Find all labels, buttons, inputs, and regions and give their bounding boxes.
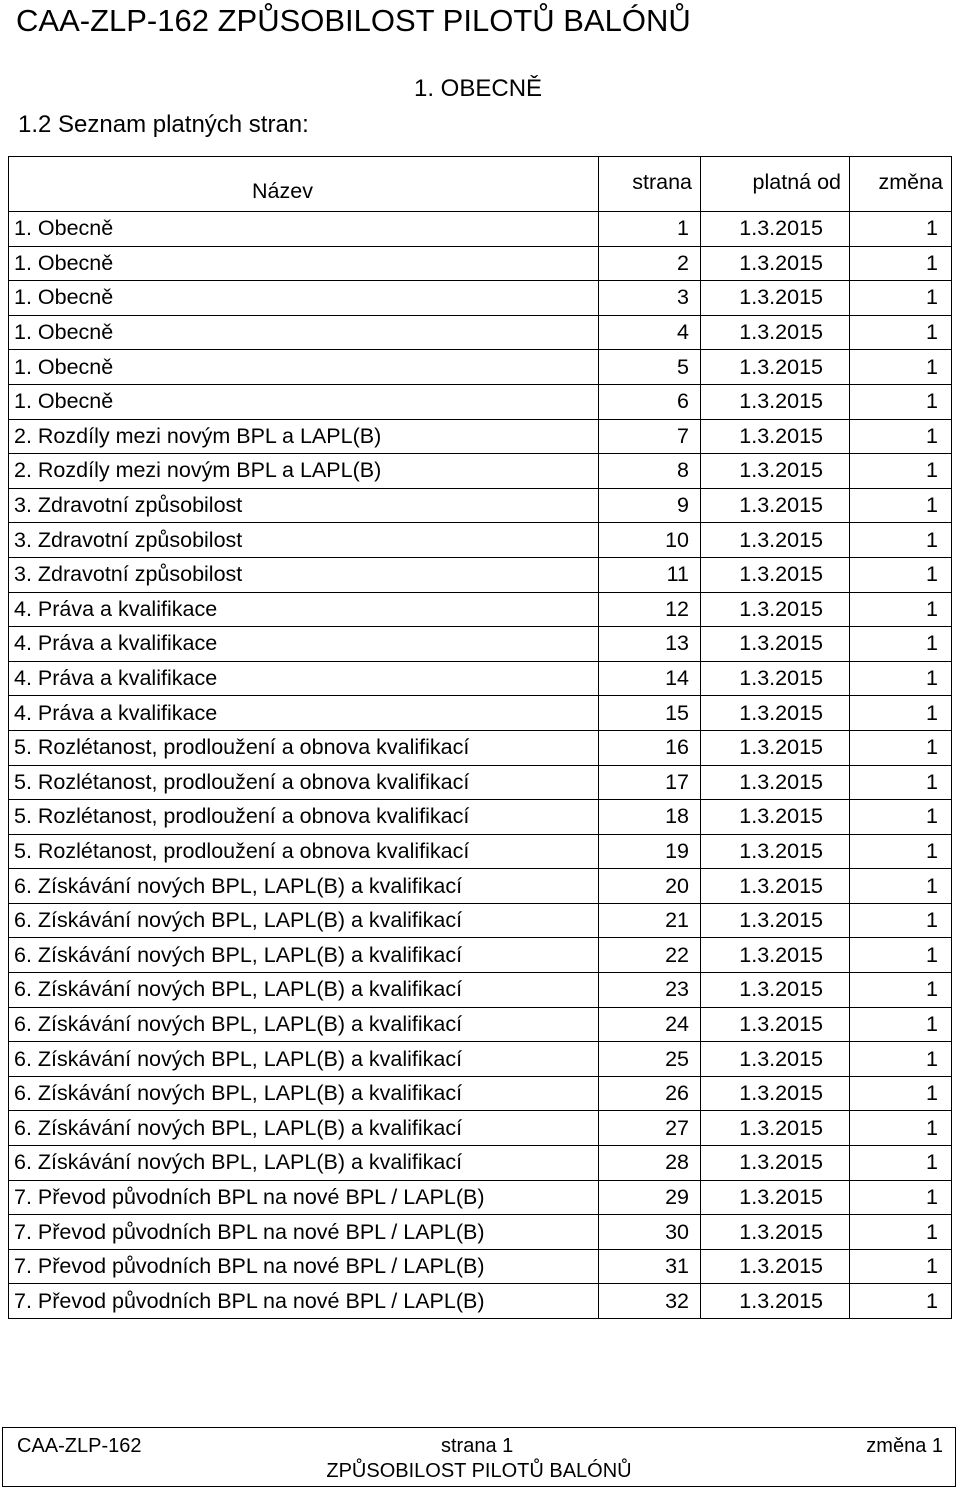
cell-name: 6. Získávání nových BPL, LAPL(B) a kvalifikací (9, 1076, 599, 1111)
cell-name: 6. Získávání nových BPL, LAPL(B) a kvalifikací (9, 1007, 599, 1042)
cell-change: 1 (850, 212, 952, 247)
cell-name: 5. Rozlétanost, prodloužení a obnova kvalifikací (9, 800, 599, 835)
cell-change: 1 (850, 315, 952, 350)
table-row (9, 903, 952, 938)
valid-pages-table (8, 156, 952, 1319)
cell-name: 1. Obecně (9, 384, 599, 419)
cell-valid-from: 1.3.2015 (701, 384, 850, 419)
cell-valid-from: 1.3.2015 (701, 1146, 850, 1181)
cell-page: 7 (599, 419, 701, 454)
cell-valid-from: 1.3.2015 (701, 454, 850, 489)
cell-change: 1 (850, 384, 952, 419)
cell-valid-from: 1.3.2015 (701, 523, 850, 558)
cell-change: 1 (850, 696, 952, 731)
cell-valid-from: 1.3.2015 (701, 1042, 850, 1077)
cell-valid-from: 1.3.2015 (701, 800, 850, 835)
cell-name: 4. Práva a kvalifikace (9, 627, 599, 662)
cell-valid-from: 1.3.2015 (701, 730, 850, 765)
cell-change: 1 (850, 246, 952, 281)
cell-change: 1 (850, 1215, 952, 1250)
cell-valid-from: 1.3.2015 (701, 973, 850, 1008)
cell-name: 1. Obecně (9, 281, 599, 316)
cell-change: 1 (850, 834, 952, 869)
cell-name: 4. Práva a kvalifikace (9, 661, 599, 696)
cell-page: 11 (599, 557, 701, 592)
cell-change: 1 (850, 419, 952, 454)
cell-name: 1. Obecně (9, 246, 599, 281)
section-heading: 1.2 Seznam platných stran: (18, 111, 309, 138)
cell-change: 1 (850, 350, 952, 385)
cell-change: 1 (850, 281, 952, 316)
cell-change: 1 (850, 523, 952, 558)
cell-change: 1 (850, 903, 952, 938)
cell-page: 1 (599, 212, 701, 247)
table-row (9, 1180, 952, 1215)
table-row (9, 765, 952, 800)
cell-page: 14 (599, 661, 701, 696)
column-header-change: změna (850, 157, 952, 212)
table-row (9, 800, 952, 835)
table-header-row (9, 157, 952, 212)
cell-valid-from: 1.3.2015 (701, 315, 850, 350)
cell-valid-from: 1.3.2015 (701, 1215, 850, 1250)
table-row (9, 834, 952, 869)
cell-name: 3. Zdravotní způsobilost (9, 523, 599, 558)
cell-valid-from: 1.3.2015 (701, 627, 850, 662)
cell-valid-from: 1.3.2015 (701, 592, 850, 627)
cell-name: 6. Získávání nových BPL, LAPL(B) a kvalifikací (9, 938, 599, 973)
footer-title: ZPŮSOBILOST PILOTŮ BALÓNŮ (326, 1460, 632, 1482)
table-row (9, 350, 952, 385)
cell-change: 1 (850, 1180, 952, 1215)
cell-change: 1 (850, 1284, 952, 1319)
cell-page: 32 (599, 1284, 701, 1319)
cell-change: 1 (850, 661, 952, 696)
cell-change: 1 (850, 1249, 952, 1284)
cell-valid-from: 1.3.2015 (701, 246, 850, 281)
table-row (9, 281, 952, 316)
table-row (9, 212, 952, 247)
table-row (9, 592, 952, 627)
cell-name: 7. Převod původních BPL na nové BPL / LAPL(B) (9, 1249, 599, 1284)
cell-name: 7. Převod původních BPL na nové BPL / LAPL(B) (9, 1284, 599, 1319)
table-row (9, 1042, 952, 1077)
cell-page: 31 (599, 1249, 701, 1284)
cell-name: 2. Rozdíly mezi novým BPL a LAPL(B) (9, 419, 599, 454)
cell-page: 12 (599, 592, 701, 627)
cell-change: 1 (850, 800, 952, 835)
cell-page: 13 (599, 627, 701, 662)
column-header-valid-from: platná od (701, 157, 850, 212)
cell-valid-from: 1.3.2015 (701, 765, 850, 800)
cell-page: 21 (599, 903, 701, 938)
table-row (9, 246, 952, 281)
cell-page: 4 (599, 315, 701, 350)
cell-page: 26 (599, 1076, 701, 1111)
cell-change: 1 (850, 869, 952, 904)
table-row (9, 557, 952, 592)
cell-name: 1. Obecně (9, 350, 599, 385)
cell-valid-from: 1.3.2015 (701, 903, 850, 938)
cell-change: 1 (850, 488, 952, 523)
cell-change: 1 (850, 1007, 952, 1042)
table-row (9, 1215, 952, 1250)
table-row (9, 627, 952, 662)
cell-valid-from: 1.3.2015 (701, 1284, 850, 1319)
page-footer (2, 1427, 956, 1487)
cell-page: 23 (599, 973, 701, 1008)
cell-name: 6. Získávání nových BPL, LAPL(B) a kvalifikací (9, 1042, 599, 1077)
table-row (9, 661, 952, 696)
cell-name: 6. Získávání nových BPL, LAPL(B) a kvalifikací (9, 1146, 599, 1181)
table-row (9, 523, 952, 558)
cell-page: 27 (599, 1111, 701, 1146)
cell-page: 25 (599, 1042, 701, 1077)
cell-valid-from: 1.3.2015 (701, 696, 850, 731)
cell-valid-from: 1.3.2015 (701, 834, 850, 869)
cell-name: 2. Rozdíly mezi novým BPL a LAPL(B) (9, 454, 599, 489)
table-row (9, 696, 952, 731)
cell-change: 1 (850, 973, 952, 1008)
cell-page: 10 (599, 523, 701, 558)
cell-name: 3. Zdravotní způsobilost (9, 488, 599, 523)
cell-name: 1. Obecně (9, 315, 599, 350)
cell-name: 6. Získávání nových BPL, LAPL(B) a kvalifikací (9, 973, 599, 1008)
cell-name: 6. Získávání nových BPL, LAPL(B) a kvalifikací (9, 869, 599, 904)
column-header-page: strana (599, 157, 701, 212)
table-row (9, 384, 952, 419)
table-row (9, 1007, 952, 1042)
footer-page-number: strana 1 (441, 1435, 514, 1457)
cell-page: 28 (599, 1146, 701, 1181)
cell-name: 5. Rozlétanost, prodloužení a obnova kvalifikací (9, 730, 599, 765)
cell-page: 5 (599, 350, 701, 385)
cell-valid-from: 1.3.2015 (701, 1076, 850, 1111)
cell-page: 18 (599, 800, 701, 835)
cell-valid-from: 1.3.2015 (701, 350, 850, 385)
cell-name: 6. Získávání nových BPL, LAPL(B) a kvalifikací (9, 1111, 599, 1146)
cell-name: 6. Získávání nových BPL, LAPL(B) a kvalifikací (9, 903, 599, 938)
cell-page: 29 (599, 1180, 701, 1215)
cell-change: 1 (850, 1042, 952, 1077)
cell-valid-from: 1.3.2015 (701, 212, 850, 247)
cell-change: 1 (850, 592, 952, 627)
cell-valid-from: 1.3.2015 (701, 1180, 850, 1215)
cell-change: 1 (850, 765, 952, 800)
table-row (9, 730, 952, 765)
table-row (9, 315, 952, 350)
cell-valid-from: 1.3.2015 (701, 488, 850, 523)
cell-name: 1. Obecně (9, 212, 599, 247)
cell-name: 4. Práva a kvalifikace (9, 592, 599, 627)
cell-page: 15 (599, 696, 701, 731)
column-header-name: Název (9, 157, 599, 212)
chapter-heading: 1. OBECNĚ (414, 75, 543, 102)
cell-page: 3 (599, 281, 701, 316)
document-title: CAA-ZLP-162 ZPŮSOBILOST PILOTŮ BALÓNŮ (16, 3, 691, 38)
cell-page: 8 (599, 454, 701, 489)
cell-page: 20 (599, 869, 701, 904)
table-row (9, 1249, 952, 1284)
cell-change: 1 (850, 1146, 952, 1181)
table-row (9, 1111, 952, 1146)
cell-name: 5. Rozlétanost, prodloužení a obnova kvalifikací (9, 834, 599, 869)
footer-change: změna 1 (866, 1435, 943, 1457)
cell-page: 24 (599, 1007, 701, 1042)
cell-page: 17 (599, 765, 701, 800)
cell-page: 16 (599, 730, 701, 765)
cell-name: 4. Práva a kvalifikace (9, 696, 599, 731)
table-row (9, 419, 952, 454)
table-row (9, 1146, 952, 1181)
table-row (9, 869, 952, 904)
footer-doc-code: CAA-ZLP-162 (17, 1435, 142, 1457)
cell-valid-from: 1.3.2015 (701, 1249, 850, 1284)
table-row (9, 1076, 952, 1111)
table-body (9, 212, 952, 1319)
cell-valid-from: 1.3.2015 (701, 661, 850, 696)
cell-valid-from: 1.3.2015 (701, 281, 850, 316)
cell-valid-from: 1.3.2015 (701, 1007, 850, 1042)
cell-name: 5. Rozlétanost, prodloužení a obnova kvalifikací (9, 765, 599, 800)
table-row (9, 454, 952, 489)
cell-page: 19 (599, 834, 701, 869)
cell-change: 1 (850, 1076, 952, 1111)
cell-name: 7. Převod původních BPL na nové BPL / LAPL(B) (9, 1215, 599, 1250)
table-row (9, 488, 952, 523)
cell-change: 1 (850, 938, 952, 973)
cell-valid-from: 1.3.2015 (701, 557, 850, 592)
table-row (9, 1284, 952, 1319)
cell-valid-from: 1.3.2015 (701, 1111, 850, 1146)
cell-change: 1 (850, 557, 952, 592)
cell-change: 1 (850, 1111, 952, 1146)
cell-page: 6 (599, 384, 701, 419)
table-row (9, 938, 952, 973)
cell-valid-from: 1.3.2015 (701, 938, 850, 973)
cell-name: 7. Převod původních BPL na nové BPL / LAPL(B) (9, 1180, 599, 1215)
cell-page: 2 (599, 246, 701, 281)
cell-change: 1 (850, 730, 952, 765)
table-row (9, 973, 952, 1008)
cell-name: 3. Zdravotní způsobilost (9, 557, 599, 592)
cell-change: 1 (850, 454, 952, 489)
cell-valid-from: 1.3.2015 (701, 869, 850, 904)
cell-valid-from: 1.3.2015 (701, 419, 850, 454)
cell-page: 30 (599, 1215, 701, 1250)
cell-page: 22 (599, 938, 701, 973)
cell-change: 1 (850, 627, 952, 662)
cell-page: 9 (599, 488, 701, 523)
